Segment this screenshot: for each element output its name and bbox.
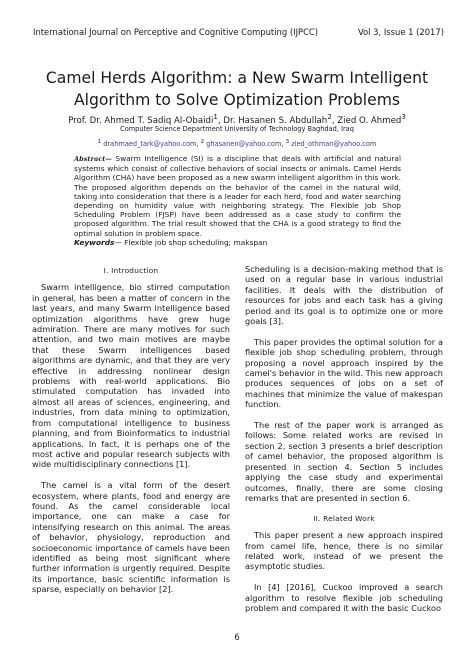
journal-header: International Journal on Perceptive and Cognitive Computing (IJPCC)	[33, 27, 319, 37]
author-line	[20, 112, 454, 126]
paragraph: This paper provides the optimal solution for a flexible job shop scheduling problem, through proposing a novel approach inspired by the camel's behavior in the wild. This new approach produces sequences of jobs on a set of machines that minimize the value of makespan function.	[245, 336, 443, 410]
abstract-lead: Abstract—	[74, 155, 112, 163]
abstract	[74, 154, 401, 238]
section-heading-related-work: II. Related Work	[313, 513, 375, 523]
page-number: 6	[234, 632, 240, 642]
email-1-sup: 1	[97, 139, 102, 145]
email-2-sup: 2	[200, 139, 205, 145]
keywords	[74, 238, 401, 247]
affiliation: Computer Science Department University of Technology Baghdad, Iraq	[120, 125, 354, 133]
paragraph: Scheduling is a decision-making method that is used on a regular base in various industrial facilities. It deals with the distribution of resources for jobs and each task has a giving period and its goal is to optimize one or more goals [3].	[245, 264, 443, 327]
paper-title: Camel Herds Algorithm: a New Swarm Intelligent Algorithm to Solve Optimization Problems	[45, 69, 429, 109]
email-3-link[interactable]: zied_othman@yahoo.com	[291, 140, 377, 149]
paragraph: Swarm intelligence, bio stirred computation in general, has been a matter of concern in the last years, and many Swarm intelligence based optimization algorithms have grew huge admiration. There are many motives for such attention, and two main motives are maybe that these Swarm intelligences based algorithms are dynamic, and that they are very effective in addressing nonlinear design problems with real-world applications. Bio stimulated computation has invaded into almost all areas of sciences, engineering, and industries, from data mining to optimization, from computational intelligence to business planning, and from Bioinformatics to industrial applications. In fact, it is perhaps one of the most active and popular research subjects with wide multidisciplinary connections [1].	[32, 282, 230, 470]
keywords-text: — Flexible job shop scheduling; makspan	[114, 238, 268, 247]
author-3: , Zied O. Ahmed	[331, 115, 402, 126]
right-column	[245, 264, 443, 624]
author-1-sup: 1	[213, 112, 218, 121]
email-3-sup: 3	[285, 139, 290, 145]
paragraph: In [4] [2016], Cuckoo improved a search algorithm to resolve flexible job scheduling problem and compared it with the basic Cuckoo	[245, 582, 443, 613]
keywords-lead: Keywords	[74, 238, 115, 247]
email-line: $^1$ drahmaed_tark@yahoo.com, $^2$ ghasanen@yahoo.com, $^3$ zied_othman@yahoo.com	[97, 139, 377, 149]
author-1: Prof. Dr. Ahmed T. Sadiq Al-Obaidi	[68, 115, 214, 126]
volume-header: Vol 3, Issue 1 (2017)	[357, 27, 444, 37]
paragraph: This paper present a new approach inspired from camel life, hence, there is no similar related work, instead of we present the asymptotic studies.	[245, 530, 443, 572]
email-2-link[interactable]: ghasanen@yahoo.com	[206, 140, 282, 149]
section-heading-introduction: I. Introduction	[103, 266, 159, 275]
author-3-sup: 3	[401, 112, 406, 121]
paragraph: The rest of the paper work is arranged as follows: Some related works are revised in section 2, section 3 presents a brief description of camel behavior, the proposed algorithm is presented in section 4. Section 5 includes applying the case study and experimental outcomes, finally, there are some closing remarks that are presented in section 6.	[245, 420, 443, 503]
left-column	[32, 266, 230, 605]
paragraph: The camel is a vital form of the desert ecosystem, where plants, food and energy are found. As the camel considerable local importance, one can make a case for intensifying research on this animal. The areas of behavior, physiology, reproduction and socioeconomic importance of camels have been identified as being most significant where further information is urgently required. Despite its importance, basic scientific information is sparse, especially on behavior [2].	[32, 480, 230, 595]
author-2: , Dr. Hasanen S. Abdullah	[217, 115, 328, 126]
email-1-link[interactable]: drahmaed_tark@yahoo.com	[103, 140, 197, 149]
abstract-text: Swarm Intelligence (SI) is a discipline that deals with artificial and natural systems which consist of collective behaviors of social insects or animals. Camel Herds Algorithm (CHA) have been proposed as a new swarm intelligent algorithm in this work. The proposed algorithm depends on the behavior of the camel in the natural wild, taking into consideration that there is a leader for each herd, food and water searching depending on humidity value with neighboring strategy. The Flexible Job Shop Scheduling Problem (FJSP) have been addressed as a case study to confirm the proposed algorithm. The trial result showed that the CHA is a good strategy to find the optimal solution in problem space.	[74, 154, 401, 238]
author-2-sup: 2	[327, 112, 332, 121]
